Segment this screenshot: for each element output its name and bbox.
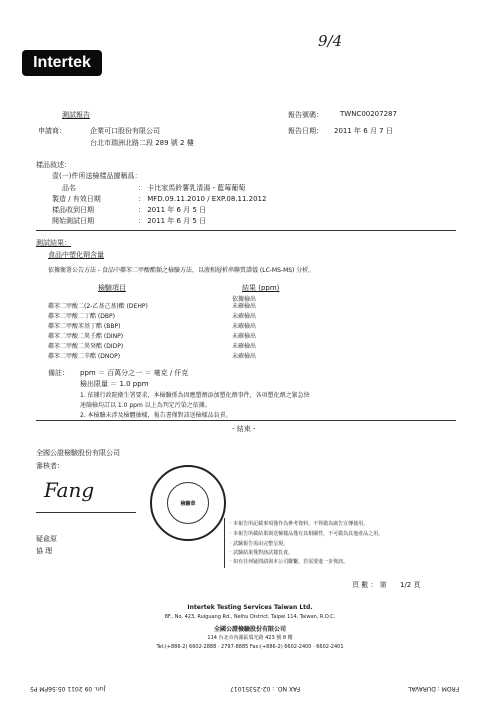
handwritten-note: 9/4 xyxy=(318,32,343,50)
col-header-result: 結果 (ppm) xyxy=(242,284,280,292)
disclaimer-line: ‧ 試驗報告需由完整呈現。 xyxy=(230,541,289,547)
footer-company-en: Intertek Testing Services Taiwan Ltd. xyxy=(187,604,313,611)
sample-row-value: ： 卡比家馬鈴薯乳清湯 - 藍莓葡萄 xyxy=(138,184,246,192)
lab-company: 全國公證檢驗股份有限公司 xyxy=(36,449,120,457)
divider xyxy=(36,230,456,231)
intertek-logo: Intertek xyxy=(22,50,102,76)
result-cell: 未確檢出 xyxy=(232,323,257,330)
col-header-item: 檢驗項目 xyxy=(98,284,126,292)
table-row-item: 鄰苯二甲酸二丁酯 (DBP) xyxy=(48,313,115,320)
result-cell: 未確檢出 xyxy=(232,353,257,360)
lab-seal-center: 檢驗章 xyxy=(167,482,209,524)
table-row-item: 鄰苯二甲酸二辛酯 (DNOP) xyxy=(48,353,121,360)
signer-name: 疑兪原 xyxy=(36,535,57,543)
table-row-item: 鄰苯二甲酸二(2-乙基己基)酯 (DEHP) xyxy=(48,303,148,310)
report-date-label: 報告日期： xyxy=(288,127,323,135)
report-no-label: 報告號碼： xyxy=(288,111,323,119)
sample-row-label: 品名 xyxy=(62,184,76,192)
divider-vertical xyxy=(224,518,225,568)
table-row-item: 鄰苯二甲酸二異癸酯 (DIDP) xyxy=(48,343,124,350)
applicant-label: 申請商： xyxy=(38,127,66,135)
footer-address-en: 8F., No. 423, Ruiguang Rd., Neihu District, Taipei 114, Taiwan, R.O.C. xyxy=(164,614,336,620)
sample-section-title: 樣品敘述： xyxy=(36,161,71,169)
reviewer-label: 審核者： xyxy=(36,462,64,470)
results-section-title: 測試結果： xyxy=(36,239,71,247)
sample-row-label: 開始測試日期 xyxy=(52,217,94,225)
fax-time: Jun. 09 2011 05:56PM P5 xyxy=(30,685,106,692)
note-line: 檢出限量 ＝ 1.0 ppm xyxy=(80,380,149,388)
sample-count: 壹(一)件所送檢樣品據稱爲： xyxy=(52,172,142,180)
sample-row-value: ： 2011 年 6 月 5 日 xyxy=(138,217,207,225)
sample-row-value: ： MFD.09.11.2010 / EXP.08.11.2012 xyxy=(138,195,267,203)
page-number: 1/2 頁 xyxy=(400,581,421,589)
report-no-value: TWNC00207287 xyxy=(340,110,397,118)
notes-label: 備註： xyxy=(48,369,69,377)
disclaimer-line: ‧ 本報告所記載事項僅作為參考資料，不得做為廣告宣傳使用。 xyxy=(230,521,369,527)
sample-row-label: 樣品收到日期 xyxy=(52,206,94,214)
test-method: 依據衛署公告方法 - 食品中鄰苯二甲酸酯類之檢驗方法，以液相層析串聯質譜儀 (LC-MS-MS) 分析。 xyxy=(48,267,315,274)
fax-number: FAX NO. : 02-25351017 xyxy=(230,685,301,692)
note-line: 1. 依據行政院衛生署要求，本檢驗係為因應塑劑添加塑化劑事件，各項塑化劑之緊急快 xyxy=(80,392,310,399)
end-marker: - 結束 - xyxy=(232,425,256,433)
disclaimer-line: ‧ 試驗結果僅對該試樣負責。 xyxy=(230,550,294,556)
signature: Fang xyxy=(44,478,95,502)
table-row-item: 鄰苯二甲酸二異壬酯 (DINP) xyxy=(48,333,124,340)
disclaimer-line: ‧ 本報告所載結果與送檢樣品僅有其相關性，不可做為其他產品之用。 xyxy=(230,531,384,537)
sample-row-label: 製造 / 有效日期 xyxy=(52,195,101,203)
fax-from: FROM : DURAVAL xyxy=(408,685,460,692)
results-subsection: 食品中塑化劑含量 xyxy=(48,251,104,259)
signer-title: 協 理 xyxy=(36,547,53,555)
footer-tel: Tel:(+886-2) 6602-2888 · 2797-8885 Fax:(+886-2) 6602-2400 · 6602-2401 xyxy=(156,644,344,650)
footer-address-zh: 114 台北市內湖區瑞光路 423 號 8 樓 xyxy=(207,635,293,641)
note-line: 速篩檢均訂以 1.0 ppm 以上為判定污染之依據。 xyxy=(80,402,211,409)
report-title: 測試報告 xyxy=(62,111,90,119)
note-line: ppm ＝ 百萬分之一 ＝ 毫克 / 仟克 xyxy=(80,369,189,377)
note-line: 2. 本檢驗未涉及檢體抽樣，報告書僅對該送檢樣品負責。 xyxy=(80,412,232,419)
divider xyxy=(36,420,456,421)
disclaimer-line: ‧ 如有任何疑問請與本公司聯繫，若需要進一步資訊。 xyxy=(230,559,349,565)
result-cell: 未確檢出 xyxy=(232,303,257,310)
table-row-item: 鄰苯二甲酸苯基丁酯 (BBP) xyxy=(48,323,121,330)
lab-seal xyxy=(150,465,226,541)
page-label: 頁 數 ： 第 xyxy=(352,581,387,589)
sample-row-value: ： 2011 年 6 月 5 日 xyxy=(138,206,207,214)
result-cell: 未確檢出 xyxy=(232,343,257,350)
result-cell: 依據檢出 xyxy=(232,296,257,303)
result-cell: 未確檢出 xyxy=(232,313,257,320)
footer-company-zh: 全國公證檢驗股份有限公司 xyxy=(213,626,286,633)
applicant-address: 台北市瑞洲北路二段 289 號 2 樓 xyxy=(90,139,194,147)
result-cell: 未確檢出 xyxy=(232,333,257,340)
signature-line xyxy=(36,512,136,513)
applicant-name: 企業可口股份有限公司 xyxy=(90,127,160,135)
report-date-value: 2011 年 6 月 7 日 xyxy=(334,127,393,135)
